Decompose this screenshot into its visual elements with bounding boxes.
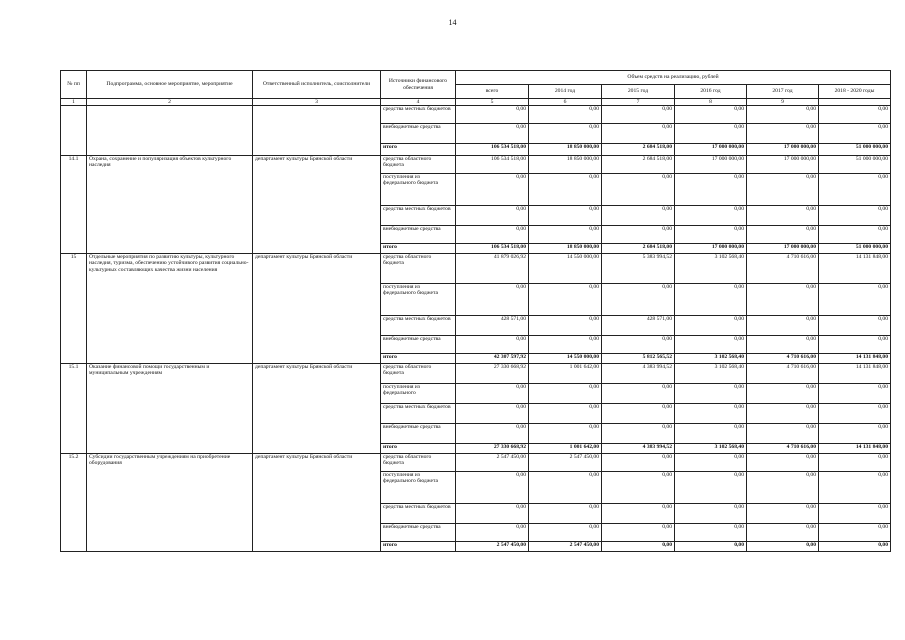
amount-cell: 0,00 [819,542,891,552]
amount-cell: 0,00 [675,472,747,504]
executor-name: департамент культуры Брянской области [253,364,381,454]
amount-cell: 0,00 [602,454,675,472]
amount-cell: 0,00 [747,174,819,206]
amount-cell: 0,00 [456,106,529,124]
amount-cell: 3 102 568,40 [675,444,747,454]
amount-cell: 0,00 [456,336,529,354]
amount-cell: 0,00 [675,524,747,542]
amount-cell: 106 534 518,00 [456,144,529,156]
amount-cell: 0,00 [456,284,529,316]
amount-cell: 0,00 [456,174,529,206]
amount-cell: 18 850 000,00 [529,144,602,156]
amount-cell: 0,00 [529,226,602,244]
amount-cell: 0,00 [747,106,819,124]
amount-cell: 0,00 [675,124,747,144]
table-row [61,156,891,174]
amount-cell: 0,00 [529,174,602,206]
amount-cell: 0,00 [602,174,675,206]
funding-source: средства областного бюджета [381,254,456,284]
amount-cell: 41 879 026,92 [456,254,529,284]
amount-cell: 0,00 [602,106,675,124]
amount-cell: 0,00 [819,404,891,424]
amount-cell: 0,00 [819,472,891,504]
amount-cell: 0,00 [602,424,675,444]
amount-cell: 14 550 000,00 [529,254,602,284]
amount-cell: 0,00 [819,454,891,472]
amount-cell: 0,00 [675,504,747,524]
funding-source: внебюджетные средства [381,336,456,354]
amount-cell: 0,00 [747,316,819,336]
amount-cell: 0,00 [529,206,602,226]
amount-cell: 0,00 [747,504,819,524]
amount-cell: 0,00 [602,336,675,354]
column-number [819,99,891,106]
amount-cell: 14 131 848,00 [819,354,891,364]
funding-source: внебюджетные средства [381,424,456,444]
column-number: 2 [87,99,253,106]
funding-source: итого [381,144,456,156]
amount-cell: 0,00 [529,524,602,542]
amount-cell: 0,00 [456,524,529,542]
column-number: 3 [253,99,381,106]
amount-cell: 0,00 [747,384,819,404]
amount-cell: 27 330 668,92 [456,444,529,454]
amount-cell: 2 684 518,00 [602,144,675,156]
executor-name [253,106,381,156]
funding-source: поступления из федерального бюджета [381,284,456,316]
row-number: 15 [61,254,87,364]
amount-cell: 428 571,00 [602,316,675,336]
amount-cell: 0,00 [819,524,891,542]
table-row [61,106,891,124]
funding-source: итого [381,444,456,454]
amount-cell: 0,00 [602,124,675,144]
header-year: всего [456,85,529,99]
amount-cell: 14 131 848,00 [819,364,891,384]
row-number [61,106,87,156]
amount-cell: 0,00 [529,472,602,504]
amount-cell: 0,00 [747,542,819,552]
amount-cell: 0,00 [747,472,819,504]
column-number: 9 [747,99,819,106]
amount-cell: 4 383 994,52 [602,444,675,454]
amount-cell: 0,00 [602,404,675,424]
header-year: 2018 - 2020 годы [819,85,891,99]
funding-source: средства областного бюджета [381,364,456,384]
activity-name: Охрана, сохранение и популяризация объектов культурного наследия [87,156,253,254]
amount-cell: 0,00 [602,284,675,316]
amount-cell: 0,00 [529,124,602,144]
amount-cell: 0,00 [819,284,891,316]
funding-source: внебюджетные средства [381,124,456,144]
amount-cell: 0,00 [675,284,747,316]
amount-cell: 14 131 848,00 [819,254,891,284]
amount-cell: 0,00 [675,404,747,424]
amount-cell: 1 001 642,00 [529,444,602,454]
amount-cell: 428 571,00 [456,316,529,336]
amount-cell: 0,00 [456,404,529,424]
funding-source: средства местных бюджетов [381,316,456,336]
funding-source: поступления из федерального бюджета [381,472,456,504]
amount-cell: 0,00 [602,206,675,226]
amount-cell: 0,00 [456,472,529,504]
activity-name: Субсидии государственным учреждениям на приобретение оборудования [87,454,253,552]
amount-cell: 0,00 [819,174,891,206]
funding-source: средства областного бюджета [381,454,456,472]
amount-cell: 0,00 [675,226,747,244]
activity-name [87,106,253,156]
amount-cell: 0,00 [529,106,602,124]
executor-name: департамент культуры Брянской области [253,454,381,552]
amount-cell: 0,00 [819,106,891,124]
amount-cell: 0,00 [456,384,529,404]
header-col-exec: Ответственный исполнитель, соисполнители [253,71,381,99]
table-row [61,454,891,472]
amount-cell: 0,00 [675,316,747,336]
table-row [61,364,891,384]
funding-source: средства областного бюджета [381,156,456,174]
column-number: 5 [456,99,529,106]
funding-source: итого [381,542,456,552]
amount-cell: 4 710 616,00 [747,364,819,384]
amount-cell: 0,00 [747,424,819,444]
funding-source: средства местных бюджетов [381,206,456,226]
amount-cell: 0,00 [747,404,819,424]
amount-cell: 106 534 518,00 [456,156,529,174]
column-number: 7 [602,99,675,106]
amount-cell: 0,00 [529,424,602,444]
amount-cell: 4 383 994,52 [602,364,675,384]
amount-cell: 0,00 [819,206,891,226]
row-number: 15.1 [61,364,87,454]
funding-source: средства местных бюджетов [381,504,456,524]
amount-cell: 2 547 450,00 [529,454,602,472]
column-number: 1 [61,99,87,106]
amount-cell: 0,00 [456,206,529,226]
executor-name: департамент культуры Брянской области [253,254,381,364]
amount-cell: 3 102 568,40 [675,354,747,364]
amount-cell: 0,00 [529,404,602,424]
executor-name: департамент культуры Брянской области [253,156,381,254]
amount-cell: 51 000 000,00 [819,156,891,174]
amount-cell: 2 547 450,00 [456,542,529,552]
amount-cell: 0,00 [602,384,675,404]
column-number: 6 [529,99,602,106]
amount-cell: 14 550 000,00 [529,354,602,364]
amount-cell: 0,00 [602,524,675,542]
amount-cell: 17 000 000,00 [747,244,819,254]
amount-cell: 0,00 [747,284,819,316]
row-number: 14.1 [61,156,87,254]
amount-cell: 0,00 [747,454,819,472]
amount-cell: 0,00 [747,206,819,226]
funding-source: итого [381,354,456,364]
amount-cell: 17 000 000,00 [675,244,747,254]
amount-cell: 0,00 [675,174,747,206]
amount-cell: 0,00 [529,316,602,336]
amount-cell: 51 000 000,00 [819,244,891,254]
amount-cell: 1 001 642,00 [529,364,602,384]
header-year: 2015 год [602,85,675,99]
amount-cell: 0,00 [529,284,602,316]
amount-cell: 4 710 616,00 [747,444,819,454]
amount-cell: 0,00 [675,106,747,124]
amount-cell: 51 000 000,00 [819,144,891,156]
amount-cell: 0,00 [819,424,891,444]
column-number: 8 [675,99,747,106]
funding-source: средства местных бюджетов [381,404,456,424]
table-row [61,254,891,284]
header-year: 2016 год [675,85,747,99]
amount-cell: 106 534 518,00 [456,244,529,254]
amount-cell: 0,00 [819,226,891,244]
amount-cell: 0,00 [602,504,675,524]
header-year: 2014 год [529,85,602,99]
activity-name: Оказание финансовой помощи государственным и муниципальным учреждениям [87,364,253,454]
amount-cell: 17 000 000,00 [675,156,747,174]
amount-cell: 0,00 [819,316,891,336]
header-year: 2017 год [747,85,819,99]
amount-cell: 0,00 [819,124,891,144]
header-col-name: Подпрограмма, основное мероприятие, мероприятие [87,71,253,99]
amount-cell: 0,00 [602,542,675,552]
amount-cell: 0,00 [819,384,891,404]
amount-cell: 0,00 [529,504,602,524]
amount-cell: 2 547 450,00 [529,542,602,552]
amount-cell: 42 307 597,92 [456,354,529,364]
amount-cell: 0,00 [675,454,747,472]
amount-cell: 3 102 568,40 [675,254,747,284]
amount-cell: 0,00 [456,124,529,144]
amount-cell: 0,00 [675,206,747,226]
amount-cell: 27 330 668,92 [456,364,529,384]
amount-cell: 0,00 [819,336,891,354]
amount-cell: 4 710 616,00 [747,254,819,284]
amount-cell: 0,00 [456,504,529,524]
amount-cell: 0,00 [456,226,529,244]
amount-cell: 0,00 [747,124,819,144]
amount-cell: 0,00 [456,424,529,444]
amount-cell: 0,00 [529,336,602,354]
amount-cell: 0,00 [747,336,819,354]
funding-source: поступления из федерального бюджета [381,174,456,206]
amount-cell: 0,00 [529,384,602,404]
amount-cell: 17 000 000,00 [675,144,747,156]
header-col-volume: Объем средств на реализацию, рублей [456,71,891,85]
header-col-no: № пп [61,71,87,99]
amount-cell: 3 102 568,40 [675,364,747,384]
amount-cell: 0,00 [675,384,747,404]
amount-cell: 0,00 [602,472,675,504]
amount-cell: 17 000 000,00 [747,144,819,156]
funding-source: внебюджетные средства [381,524,456,542]
column-numbers-row [61,99,891,106]
row-number: 15.2 [61,454,87,552]
funding-source: внебюджетные средства [381,226,456,244]
funding-source: итого [381,244,456,254]
header-col-source: Источники финансового обеспечения [381,71,456,99]
amount-cell: 0,00 [675,336,747,354]
amount-cell: 0,00 [819,504,891,524]
column-number: 4 [381,99,456,106]
amount-cell: 18 850 000,00 [529,156,602,174]
amount-cell: 17 000 000,00 [747,156,819,174]
amount-cell: 2 684 518,00 [602,156,675,174]
amount-cell: 14 131 848,00 [819,444,891,454]
amount-cell: 0,00 [675,424,747,444]
amount-cell: 4 710 616,00 [747,354,819,364]
amount-cell: 5 812 565,52 [602,354,675,364]
amount-cell: 2 684 518,00 [602,244,675,254]
amount-cell: 0,00 [747,524,819,542]
amount-cell: 0,00 [675,542,747,552]
amount-cell: 0,00 [602,226,675,244]
budget-table [60,70,891,552]
amount-cell: 5 383 994,52 [602,254,675,284]
activity-name: Отдельные мероприятия по развитию культуры, культурного наследия, туризма, обеспечению устойчивого развития социально-культурных составляющих качества жизни населения [87,254,253,364]
amount-cell: 0,00 [747,226,819,244]
funding-source: средства местных бюджетов [381,106,456,124]
page-number: 14 [448,18,457,27]
amount-cell: 2 547 450,00 [456,454,529,472]
funding-source: поступления из федерального [381,384,456,404]
amount-cell: 18 850 000,00 [529,244,602,254]
